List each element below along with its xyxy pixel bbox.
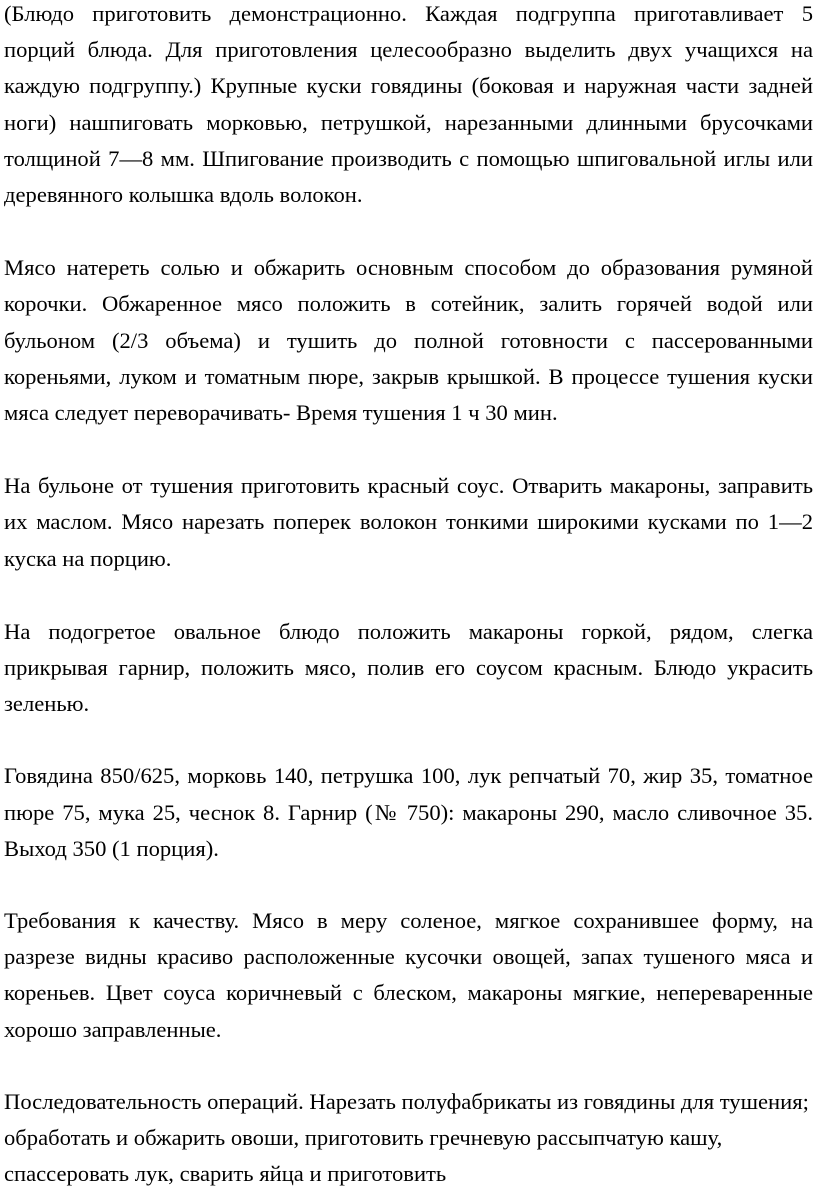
document-page [4,0,813,1192]
paragraph-serving: На подогретое овальное блюдо положить макароны горкой, рядом, слегка прикрывая гарнир, положить мясо, полив его соусом красным. Блюдо украсить зеленью. [4,618,813,717]
paragraph-quality-requirements: Требования к качеству. Мясо в меру соленое, мягкое сохранившее форму, на разрезе видны красиво расположенные кусочки овощей, запах тушеного мяса и кореньев. Цвет соуса коричневый с блеском, макароны мягкие, непереваренные хорошо заправленные. [4,908,813,1042]
paragraph-frying-stewing: Мясо натереть солью и обжарить основным способом до образования румяной корочки. Обжаренное мясо положить в сотейник, залить горячей водой или бульоном (2/3 объема) и тушить до полной готовности с пассерованными кореньями, луком и томатным пюре, закрыв крышкой. В процессе тушения куски мяса следует переворачивать- Время тушения 1 ч 30 мин. [4,255,813,426]
paragraph-preparation-intro: (Блюдо приготовить демонстрационно. Каждая подгруппа приготавливает 5 порций блюда. Для приготовления целесообразно выделить двух учащихся на каждую подгруппу.) Крупные куски говядины (боковая и наружная части задней ноги) нашпиговать морковью, петрушкой, нарезанными длинными брусочками толщиной 7—8 мм. Шпигование производить с помощью шпиговальной иглы или деревянного колышка вдоль волокон. [4,1,813,208]
paragraph-sauce-garnish: На бульоне от тушения приготовить красный соус. Отварить макароны, заправить их маслом. Мясо нарезать поперек волокон тонкими широкими кусками по 1—2 куска на порцию. [4,473,813,571]
paragraph-ingredients: Говядина 850/625, морковь 140, петрушка 100, лук репчатый 70, жир 35, томатное пюре 75, мука 25, чеснок 8. Гарнир (№ 750): макароны 290, масло сливочное 35. Выход 350 (1 порция). [4,763,813,861]
paragraph-operation-sequence: Последовательность операций. Нарезать полуфабрикаты из говядины для тушения; обработать и обжарить овоши, приготовить гречневую рассыпчатую кашу, спассеровать лук, сварить яйца и приготовить [4,1088,809,1187]
